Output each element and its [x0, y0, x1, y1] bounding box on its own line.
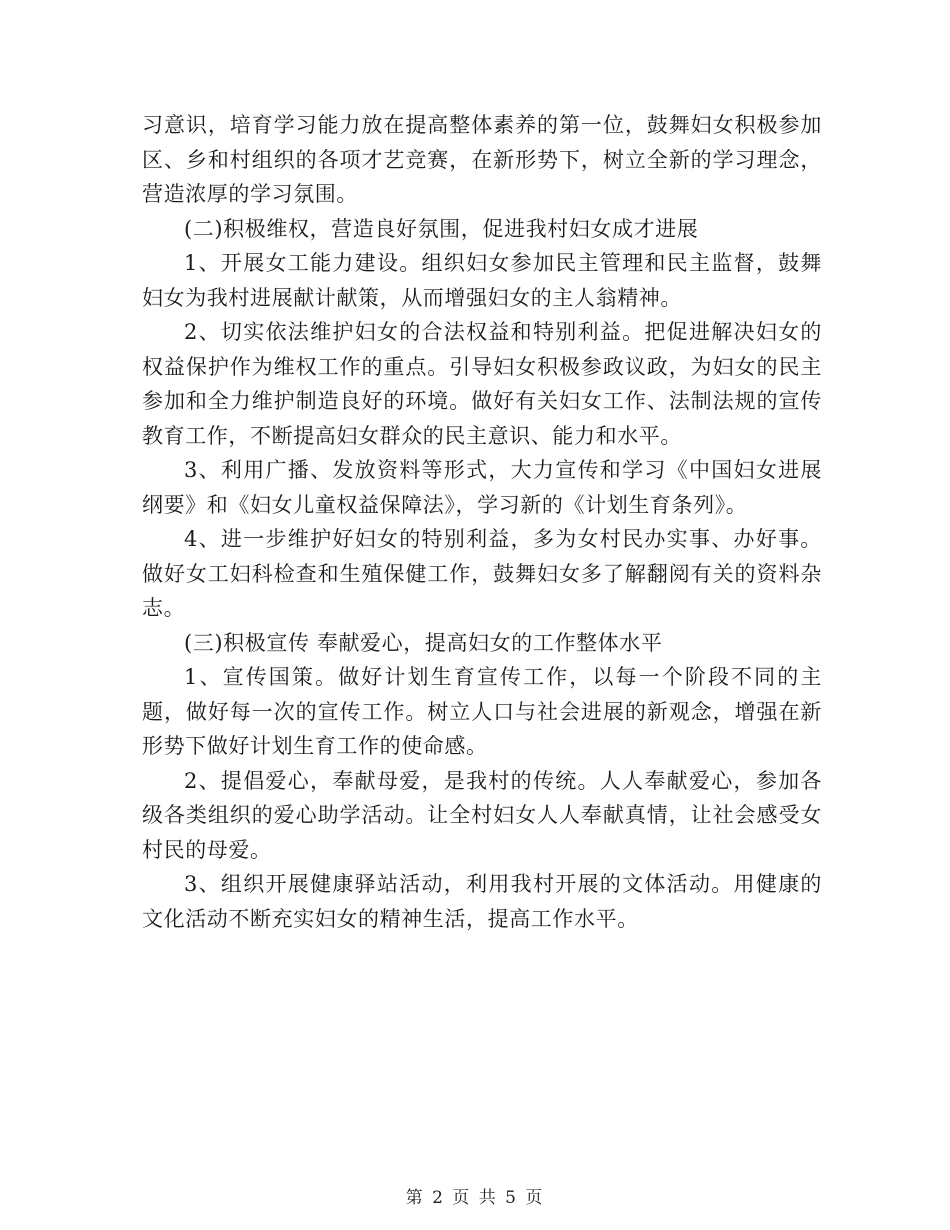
document-body — [142, 108, 822, 936]
paragraph-item: 1、开展女工能力建设。组织妇女参加民主管理和民主监督，鼓舞妇女为我村进展献计献策，从而增强妇女的主人翁精神。 — [142, 251, 822, 310]
page-number-footer: 第 2 页 共 5 页 — [405, 1188, 545, 1208]
paragraph-item: 3、组织开展健康驿站活动，利用我村开展的文体活动。用健康的文化活动不断充实妇女的精神生活，提高工作水平。 — [142, 872, 822, 931]
paragraph-item: 3、利用广播、发放资料等形式，大力宣传和学习《中国妇女进展纲要》和《妇女儿童权益保障法》，学习新的《计划生育条列》。 — [142, 458, 822, 517]
paragraph-item: 1、宣传国策。做好计划生育宣传工作，以每一个阶段不同的主题，做好每一次的宣传工作。树立人口与社会进展的新观念，增强在新形势下做好计划生育工作的使命感。 — [142, 665, 822, 758]
paragraph-item: 4、进一步维护好妇女的特别利益，多为女村民办实事、办好事。做好女工妇科检查和生殖保健工作，鼓舞妇女多了解翻阅有关的资料杂志。 — [142, 527, 822, 620]
section-heading-2: (二)积极维权，营造良好氛围，促进我村妇女成才进展 — [184, 216, 699, 241]
paragraph-item: 2、提倡爱心，奉献母爱，是我村的传统。人人奉献爱心，参加各级各类组织的爱心助学活动。让全村妇女人人奉献真情，让社会感受女村民的母爱。 — [142, 768, 822, 862]
section-heading-3: (三)积极宣传 奉献爱心，提高妇女的工作整体水平 — [184, 630, 663, 655]
paragraph-item: 2、切实依法维护妇女的合法权益和特别利益。把促进解决妇女的权益保护作为维权工作的重点。引导妇女积极参政议政，为妇女的民主参加和全力维护制造良好的环境。做好有关妇女工作、法制法规的宣传教育工作，不断提高妇女群众的民主意识、能力和水平。 — [142, 320, 822, 448]
paragraph-continuation: 习意识，培育学习能力放在提高整体素养的第一位，鼓舞妇女积极参加区、乡和村组织的各项才艺竞赛，在新形势下，树立全新的学习理念，营造浓厚的学习氛围。 — [142, 113, 822, 206]
